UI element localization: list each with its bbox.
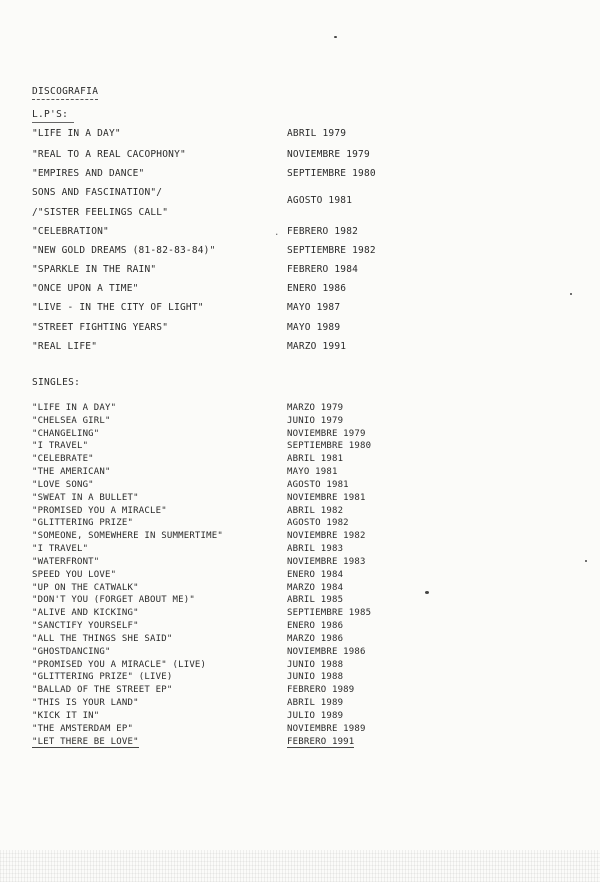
single-row [0,595,600,607]
single-date: NOVIEMBRE 1989 [287,723,366,734]
single-title: "DON'T YOU (FORGET ABOUT ME)" [32,595,195,606]
single-title: "GHOSTDANCING" [32,646,111,657]
single-row [0,518,600,530]
single-date: NOVIEMBRE 1986 [287,646,366,657]
lp-title: /"SISTER FEELINGS CALL" [32,207,169,218]
single-date: ABRIL 1985 [287,595,344,606]
single-row [0,698,600,710]
lps-heading: L.P'S: [32,109,69,120]
lp-title: "ONCE UPON A TIME" [32,283,139,294]
single-date: MARZO 1979 [287,403,344,413]
speck [425,591,429,594]
single-row [0,570,600,582]
single-date: JUNIO 1979 [287,415,344,426]
single-row [0,634,600,646]
lp-title: "REAL TO A REAL CACOPHONY" [32,149,186,160]
single-date: ENERO 1986 [287,621,344,632]
single-row [0,480,600,492]
single-title: "CELEBRATE" [32,454,94,465]
lp-title: "CELEBRATION" [32,226,109,237]
single-title: "LET THERE BE LOVE" [32,736,139,747]
speck [585,560,587,562]
single-row [0,467,600,479]
single-row [0,441,600,453]
single-row [0,493,600,505]
lp-row [0,168,600,180]
single-date: NOVIEMBRE 1982 [287,531,366,542]
single-title: "SWEAT IN A BULLET" [32,492,139,503]
single-date: AGOSTO 1982 [287,518,349,529]
lp-row [0,322,600,334]
single-date: ENERO 1984 [287,569,344,580]
lp-date: SEPTIEMBRE 1980 [287,168,376,179]
single-title: "THE AMERICAN" [32,467,111,478]
single-date: JULIO 1989 [287,710,344,721]
lp-date: ABRIL 1979 [287,128,347,139]
discografia-heading: DISCOGRAFIA [32,86,99,97]
single-date: MAYO 1981 [287,467,338,478]
lp-title: "EMPIRES AND DANCE" [32,168,145,179]
single-title: "SANCTIFY YOURSELF" [32,621,139,632]
single-row [0,583,600,595]
lp-title: "NEW GOLD DREAMS (81-82-83-84)" [32,245,216,256]
single-title: "CHANGELING" [32,428,100,439]
speck [570,293,572,295]
lp-title: SONS AND FASCINATION"/ [32,187,163,198]
singles-heading: SINGLES: [32,377,81,388]
single-title: "KICK IT IN" [32,710,100,721]
lp-row [0,341,600,353]
lp-row [0,264,600,276]
single-title: "I TRAVEL" [32,441,89,452]
lp-date: NOVIEMBRE 1979 [287,149,370,160]
single-date: JUNIO 1988 [287,672,344,683]
lp-date: MAYO 1989 [287,322,341,333]
single-title: "ALL THE THINGS SHE SAID" [32,633,173,644]
single-title: "UP ON THE CATWALK" [32,582,139,593]
lp-date: MAYO 1987 [287,302,341,313]
single-row [0,737,600,749]
single-date: NOVIEMBRE 1983 [287,556,366,567]
single-date: ABRIL 1981 [287,454,344,465]
single-row [0,672,600,684]
single-row [0,621,600,633]
lp-row [0,245,600,257]
single-title: "ALIVE AND KICKING" [32,608,139,619]
lp-row [0,149,600,161]
single-title: "WATERFRONT" [32,556,100,567]
single-row [0,711,600,723]
single-row [0,660,600,672]
single-title: "CHELSEA GIRL" [32,415,111,426]
lp-title: "LIVE - IN THE CITY OF LIGHT" [32,302,204,313]
single-title: SPEED YOU LOVE" [32,569,117,580]
lp-row [0,207,600,219]
single-row [0,403,600,415]
single-date: FEBRERO 1989 [287,685,355,696]
single-title: "THIS IS YOUR LAND" [32,698,139,709]
single-row [0,685,600,697]
single-row [0,506,600,518]
single-row [0,531,600,543]
scan-noise [0,850,600,882]
single-date: ABRIL 1989 [287,698,344,709]
lp-date: FEBRERO 1984 [287,264,359,275]
lp-date: SEPTIEMBRE 1982 [287,245,376,256]
single-title: "PROMISED YOU A MIRACLE" [32,505,167,516]
single-title: "GLITTERING PRIZE" (LIVE) [32,672,173,683]
single-row [0,557,600,569]
single-date: ABRIL 1983 [287,544,344,555]
single-title: "LIFE IN A DAY" [32,403,117,413]
lp-row [0,302,600,314]
single-date: FEBRERO 1991 [287,736,355,747]
single-title: "BALLAD OF THE STREET EP" [32,685,173,696]
single-title: "GLITTERING PRIZE" [32,518,134,529]
single-row [0,647,600,659]
lp-date: ENERO 1986 [287,283,347,294]
lp-title: "REAL LIFE" [32,341,98,352]
single-title: "PROMISED YOU A MIRACLE" (LIVE) [32,659,207,670]
single-date: MARZO 1986 [287,633,344,644]
lp-date: MARZO 1991 [287,341,347,352]
single-row [0,544,600,556]
lp-row [0,283,600,295]
single-title: "THE AMSTERDAM EP" [32,723,134,734]
single-row [0,416,600,428]
single-title: "I TRAVEL" [32,544,89,555]
single-date: ABRIL 1982 [287,505,344,516]
single-date: NOVIEMBRE 1981 [287,492,366,503]
lp-date: FEBRERO 1982 [287,226,359,237]
single-row [0,454,600,466]
single-date: SEPTIEMBRE 1980 [287,441,372,452]
single-row [0,724,600,736]
single-date: SEPTIEMBRE 1985 [287,608,372,619]
single-date: MARZO 1984 [287,582,344,593]
single-date: JUNIO 1988 [287,659,344,670]
sons-fascination-date: AGOSTO 1981 [287,195,353,206]
single-row [0,429,600,441]
single-date: NOVIEMBRE 1979 [287,428,366,439]
lp-row [0,128,600,140]
lp-title: "LIFE IN A DAY" [32,128,121,139]
lp-row [0,226,600,238]
lp-title: "STREET FIGHTING YEARS" [32,322,169,333]
single-title: "LOVE SONG" [32,479,94,490]
single-title: "SOMEONE, SOMEWHERE IN SUMMERTIME" [32,531,224,542]
single-date: AGOSTO 1981 [287,479,349,490]
single-row [0,608,600,620]
margin-mark: . [274,228,280,238]
speck [334,36,337,38]
lp-title: "SPARKLE IN THE RAIN" [32,264,157,275]
